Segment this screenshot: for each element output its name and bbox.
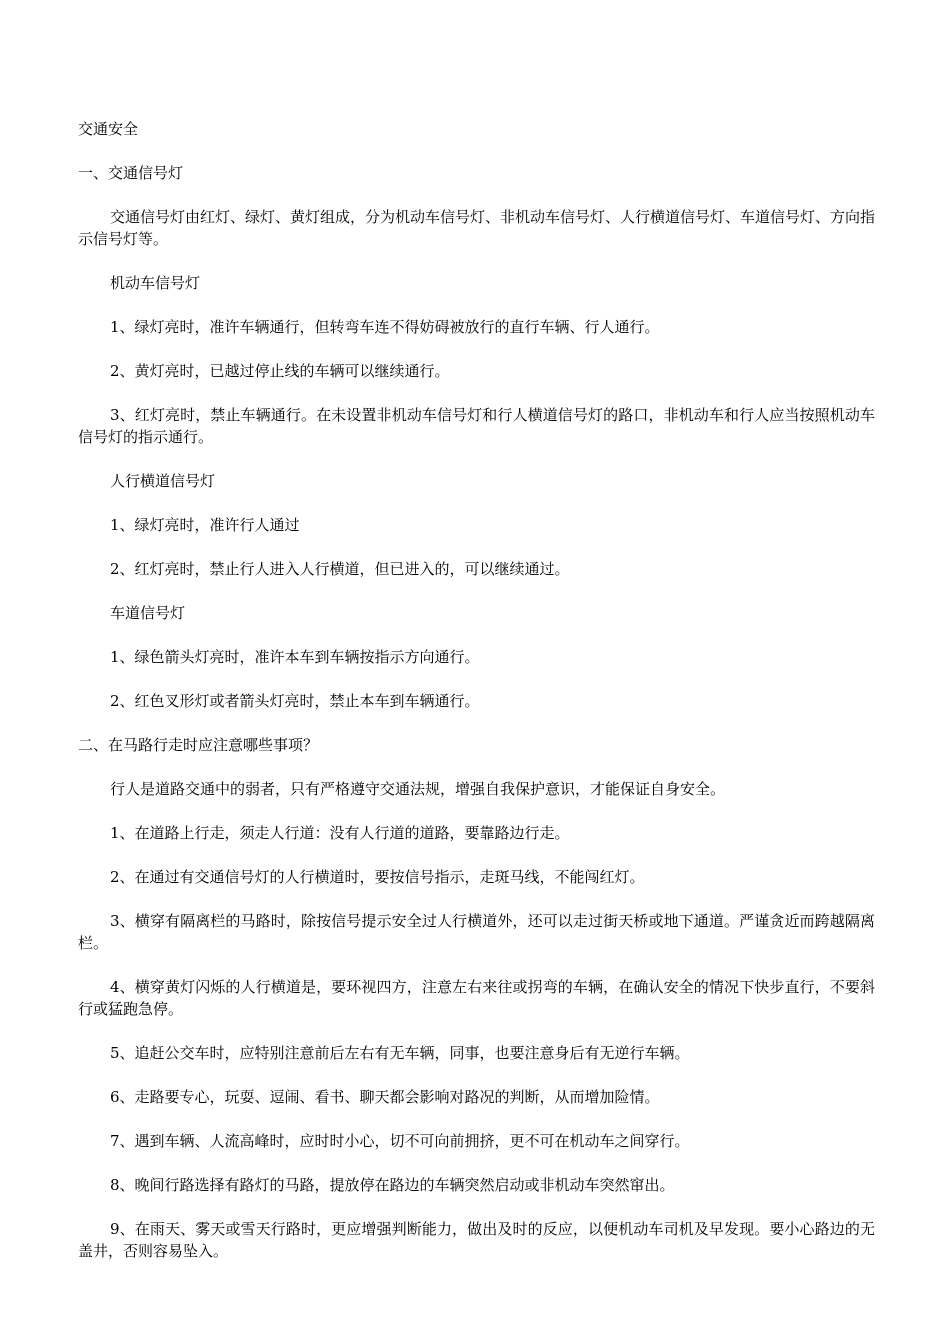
list-item: 2、在通过有交通信号灯的人行横道时，要按信号指示，走斑马线，不能闯红灯。 bbox=[110, 868, 645, 886]
list-item: 9、在雨天、雾天或雪天行路时，更应增强判断能力，做出及时的反应，以便机动车司机及早发现。要小心路边的无盖井，否则容易坠入。 bbox=[78, 1220, 875, 1260]
list-item: 1、绿灯亮时，准许车辆通行，但转弯车连不得妨碍被放行的直行车辆、行人通行。 bbox=[110, 318, 660, 336]
list-item: 1、在道路上行走，须走人行道：没有人行道的道路，要靠路边行走。 bbox=[110, 824, 570, 842]
list-item: 5、追赶公交车时，应特别注意前后左右有无车辆，同事，也要注意身后有无逆行车辆。 bbox=[110, 1044, 690, 1062]
list-item: 7、遇到车辆、人流高峰时，应时时小心，切不可向前拥挤，更不可在机动车之间穿行。 bbox=[110, 1132, 690, 1150]
section-heading-traffic-lights: 一、交通信号灯 bbox=[78, 164, 184, 182]
subheading-motor-vehicle-lights: 机动车信号灯 bbox=[110, 274, 201, 292]
list-item: 2、红灯亮时，禁止行人进入人行横道，但已进入的，可以继续通过。 bbox=[110, 560, 570, 578]
list-item: 1、绿色箭头灯亮时，准许本车到车辆按指示方向通行。 bbox=[110, 648, 480, 666]
list-item: 8、晚间行路选择有路灯的马路，提放停在路边的车辆突然启动或非机动车突然窜出。 bbox=[110, 1176, 675, 1194]
document-title: 交通安全 bbox=[78, 120, 139, 138]
subheading-crosswalk-lights: 人行横道信号灯 bbox=[110, 472, 216, 490]
document-page bbox=[78, 118, 875, 1262]
subheading-lane-lights: 车道信号灯 bbox=[110, 604, 186, 622]
paragraph-walking-intro: 行人是道路交通中的弱者，只有严格遵守交通法规，增强自我保护意识，才能保证自身安全。 bbox=[110, 780, 726, 798]
list-item: 4、横穿黄灯闪烁的人行横道是，要环视四方，注意左右来往或拐弯的车辆，在确认安全的情况下快步直行，不要斜行或猛跑急停。 bbox=[78, 978, 875, 1018]
list-item: 3、红灯亮时，禁止车辆通行。在未设置非机动车信号灯和行人横道信号灯的路口，非机动车和行人应当按照机动车信号灯的指示通行。 bbox=[78, 406, 875, 446]
list-item: 2、红色叉形灯或者箭头灯亮时，禁止本车到车辆通行。 bbox=[110, 692, 480, 710]
list-item: 3、横穿有隔离栏的马路时，除按信号提示安全过人行横道外，还可以走过街天桥或地下通道。严谨贪近而跨越隔离栏。 bbox=[78, 912, 875, 952]
list-item: 6、走路要专心，玩耍、逗闹、看书、聊天都会影响对路况的判断，从而增加险情。 bbox=[110, 1088, 660, 1106]
list-item: 1、绿灯亮时，准许行人通过 bbox=[110, 516, 300, 534]
list-item: 2、黄灯亮时，已越过停止线的车辆可以继续通行。 bbox=[110, 362, 450, 380]
section-heading-walking-precautions: 二、在马路行走时应注意哪些事项？ bbox=[78, 736, 319, 754]
paragraph-traffic-lights-intro: 交通信号灯由红灯、绿灯、黄灯组成，分为机动车信号灯、非机动车信号灯、人行横道信号灯、车道信号灯、方向指示信号灯等。 bbox=[78, 208, 876, 248]
